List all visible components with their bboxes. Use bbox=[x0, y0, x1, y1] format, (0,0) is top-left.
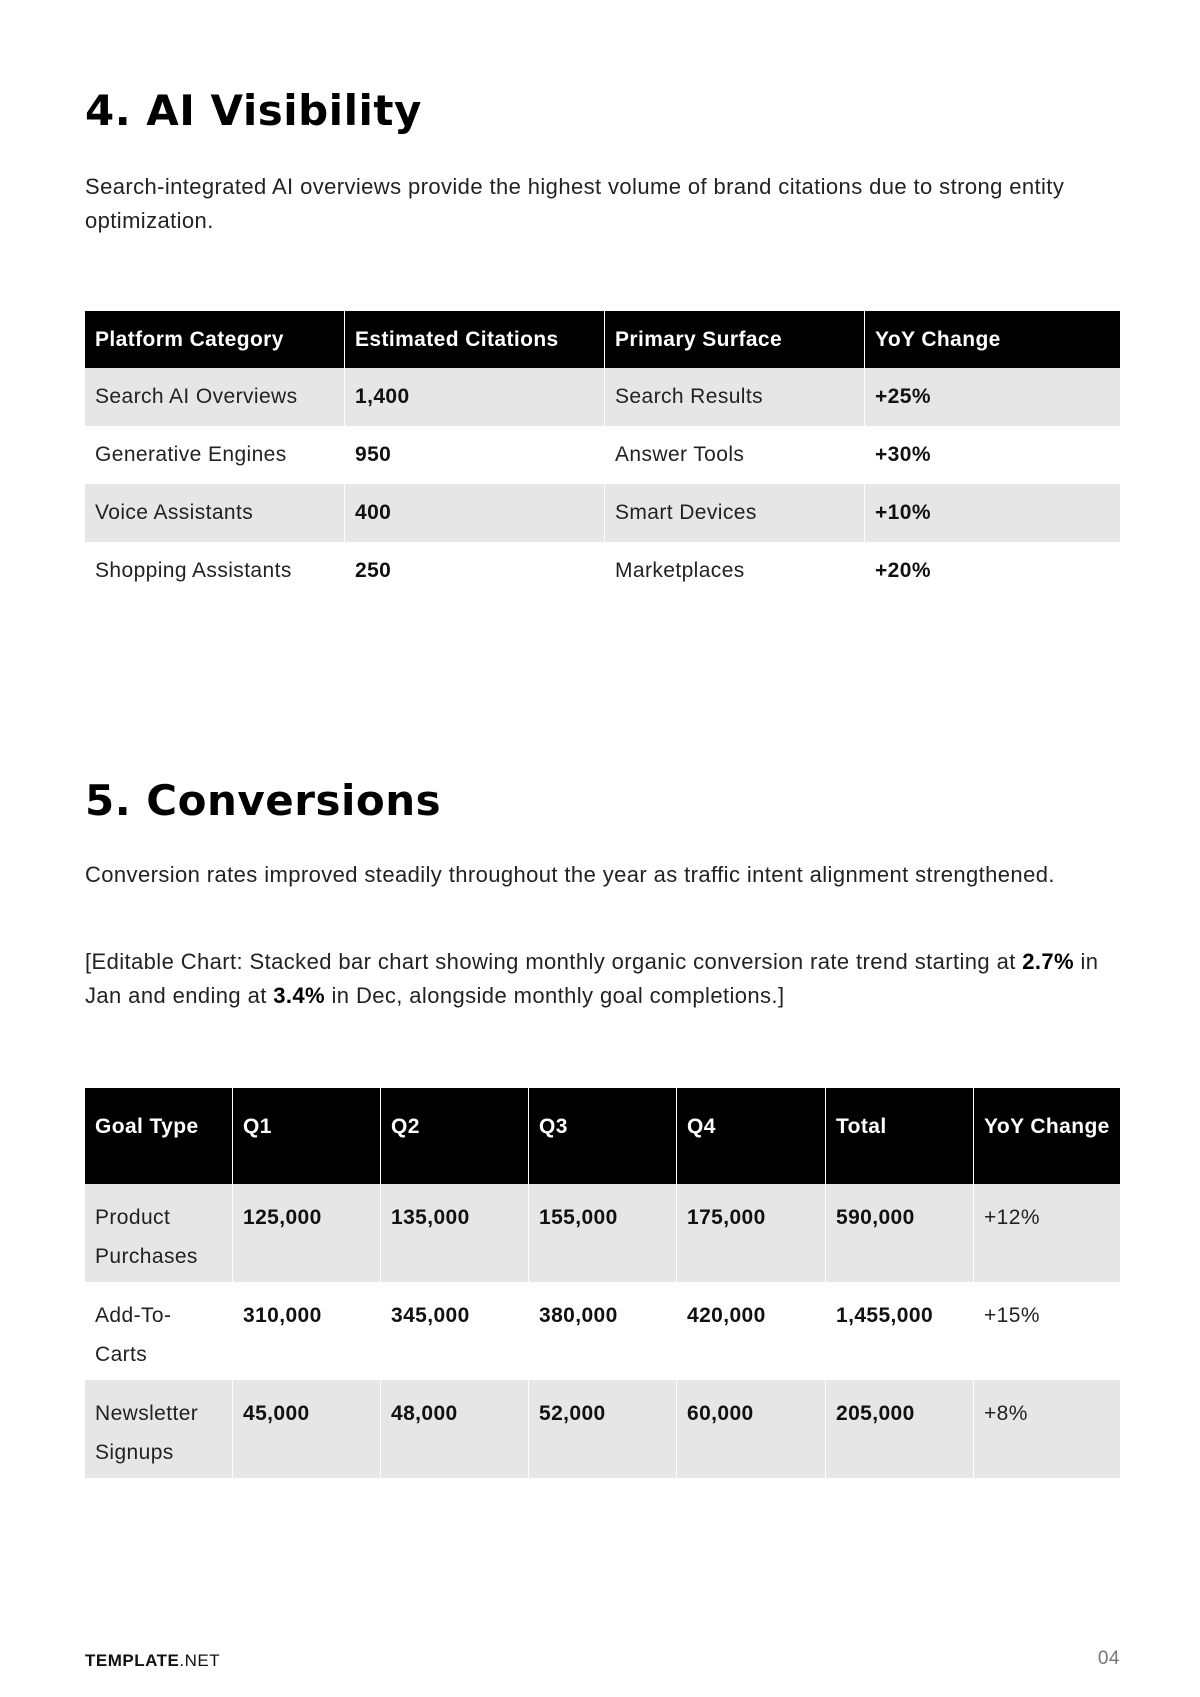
table-cell: +8% bbox=[974, 1380, 1120, 1478]
table-cell: Smart Devices bbox=[605, 484, 865, 542]
page-number: 04 bbox=[1097, 1648, 1120, 1669]
table-header-row bbox=[85, 311, 1120, 368]
table-cell: 380,000 bbox=[529, 1282, 677, 1380]
chart-note-end-value: 3.4% bbox=[273, 983, 325, 1008]
chart-note-text: in Jan and ending at bbox=[85, 949, 1099, 1008]
column-header: Total bbox=[826, 1088, 974, 1184]
table-cell: 48,000 bbox=[381, 1380, 529, 1478]
table-cell: 155,000 bbox=[529, 1184, 677, 1282]
table-cell: 400 bbox=[345, 484, 605, 542]
table-cell: 205,000 bbox=[826, 1380, 974, 1478]
table-cell: Generative Engines bbox=[85, 426, 345, 484]
conversions-table bbox=[85, 1088, 1120, 1478]
chart-note-text: in Dec, alongside monthly goal completions.] bbox=[325, 983, 785, 1008]
table-cell: 52,000 bbox=[529, 1380, 677, 1478]
table-header-row bbox=[85, 1088, 1120, 1184]
brand-logo-bold: TEMPLATE bbox=[85, 1651, 180, 1670]
table-row bbox=[85, 368, 1120, 426]
table-cell: Shopping Assistants bbox=[85, 542, 345, 600]
ai-visibility-table bbox=[85, 311, 1120, 600]
table-cell: +20% bbox=[875, 559, 931, 582]
section-4-title: 4. AI Visibility bbox=[85, 86, 422, 135]
table-cell: 1,455,000 bbox=[826, 1282, 974, 1380]
table-row bbox=[85, 484, 1120, 542]
table-cell: +30% bbox=[875, 443, 931, 466]
table-cell: 45,000 bbox=[233, 1380, 381, 1478]
column-header: Estimated Citations bbox=[345, 311, 605, 368]
table-cell: 1,400 bbox=[345, 368, 605, 426]
table-cell: 60,000 bbox=[677, 1380, 826, 1478]
table-row bbox=[85, 1282, 1120, 1380]
table-row bbox=[85, 1184, 1120, 1282]
column-header: Q2 bbox=[381, 1088, 529, 1184]
table-row bbox=[85, 1380, 1120, 1478]
chart-note-text: [Editable Chart: Stacked bar chart showing monthly organic conversion rate trend starting at bbox=[85, 949, 1023, 974]
table-cell: 950 bbox=[345, 426, 605, 484]
table-cell: +10% bbox=[865, 484, 1120, 542]
conversions-table-wrap bbox=[85, 1088, 1120, 1478]
section-4-intro: Search-integrated AI overviews provide the highest volume of brand citations due to strong entity optimization. bbox=[85, 174, 1065, 233]
column-header: Goal Type bbox=[85, 1088, 233, 1184]
table-cell: 175,000 bbox=[677, 1184, 826, 1282]
table-cell: Answer Tools bbox=[605, 426, 865, 484]
column-header: Primary Surface bbox=[605, 311, 865, 368]
table-cell: +12% bbox=[974, 1184, 1120, 1282]
column-header: Q3 bbox=[529, 1088, 677, 1184]
table-cell: Marketplaces bbox=[605, 542, 865, 600]
table-cell: Search AI Overviews bbox=[85, 368, 345, 426]
table-cell: +15% bbox=[984, 1304, 1040, 1327]
chart-note-start-value: 2.7% bbox=[1022, 949, 1074, 974]
table-cell: +25% bbox=[865, 368, 1120, 426]
column-header: YoY Change bbox=[974, 1088, 1120, 1184]
column-header: Q1 bbox=[233, 1088, 381, 1184]
section-5-intro: Conversion rates improved steadily throughout the year as traffic intent alignment strengthened. bbox=[85, 862, 1055, 887]
table-row bbox=[85, 542, 1120, 600]
brand-logo bbox=[85, 1651, 220, 1671]
table-cell: Newsletter Signups bbox=[85, 1380, 233, 1478]
table-cell: 250 bbox=[345, 542, 605, 600]
table-cell: 590,000 bbox=[826, 1184, 974, 1282]
column-header: YoY Change bbox=[865, 311, 1120, 368]
section-5-title: 5. Conversions bbox=[85, 776, 442, 825]
table-cell: 310,000 bbox=[233, 1282, 381, 1380]
table-cell: Voice Assistants bbox=[85, 484, 345, 542]
brand-logo-light: .NET bbox=[179, 1651, 221, 1670]
column-header: Platform Category bbox=[85, 311, 345, 368]
table-cell: 125,000 bbox=[233, 1184, 381, 1282]
table-cell: Product Purchases bbox=[85, 1184, 233, 1282]
chart-placeholder-note bbox=[85, 945, 1120, 1013]
table-cell: Add-To-Carts bbox=[85, 1282, 233, 1380]
column-header: Q4 bbox=[677, 1088, 826, 1184]
ai-visibility-table-wrap bbox=[85, 311, 1120, 600]
table-cell: 420,000 bbox=[677, 1282, 826, 1380]
table-row bbox=[85, 426, 1120, 484]
table-cell: 345,000 bbox=[381, 1282, 529, 1380]
table-cell: 135,000 bbox=[381, 1184, 529, 1282]
table-cell: Search Results bbox=[605, 368, 865, 426]
